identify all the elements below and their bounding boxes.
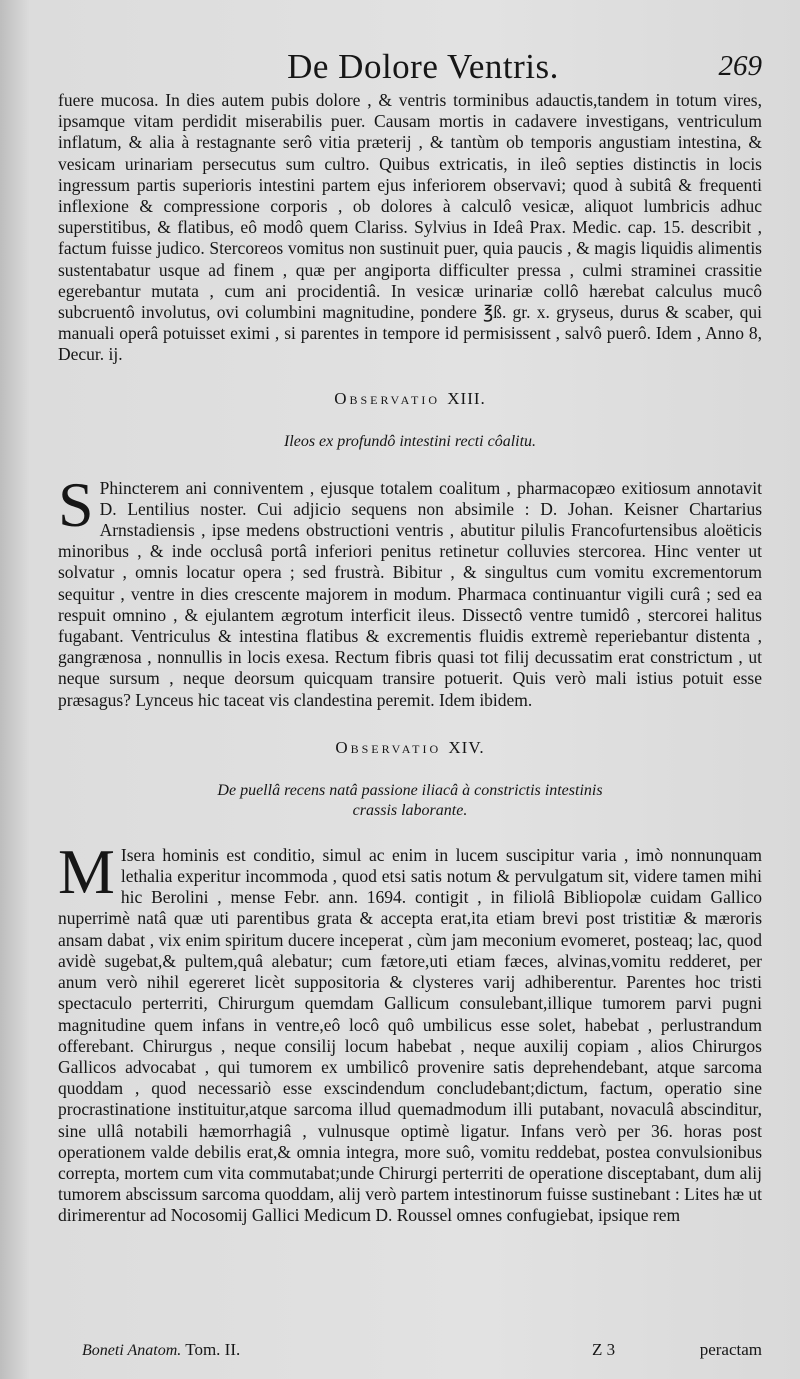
running-title: De Dolore Ventris. — [287, 47, 559, 86]
observation-14-dropcap: M — [58, 835, 115, 907]
observation-14-heading — [58, 737, 762, 759]
observation-13-paragraph — [58, 468, 762, 711]
signature-title: Boneti Anatom. — [82, 1342, 182, 1359]
observation-14-heading-number: XIV. — [448, 737, 485, 757]
observation-13-subtitle: Ileos ex profundô intestini recti côalitu. — [283, 432, 537, 450]
observation-14-heading-word: Observatio — [335, 737, 442, 757]
observation-13-heading-number: XIII. — [447, 388, 486, 408]
observation-13-heading — [58, 388, 762, 410]
page-header — [58, 44, 762, 90]
page-footer — [82, 1340, 762, 1362]
observation-14-body: Isera hominis est conditio, simul ac enim in lucem suscipitur varia , imò nonnunquam lethalia experitur incommoda , quod etsi satis notum & pervulgatum sit, videre tamen mihi hic Berolini , mense Febr. ann. 1694. contigit , in filiolâ Bibliopolæ cuidam Gallico nuperrimè natâ quæ uti parentibus grata & accepta erat,ita etiam brevi post tristitiæ & mæroris ansam dabat , vix enim spiritum ducere inceperat , cùm jam meconium evomeret, posteaq; lac, quod avidè sugebat,& pultem,quâ alebatur; cum fætore,uti etiam fæces, alvinas,vomitu redderet, per anum verò nihil egereret licèt suppositoria & clysteres varij adhiberentur. Parentes hoc tristi spectaculo perterriti, Chirurgum quemdam Gallicum consulebant,illique tumorem parvi pugni magnitudine quem infans in ventre,eô locô quô umbilicus esse solet, habebat , perlustrandum offerebant. Chirurgus , neque consilij locum habebat , neque auxilij copiam , alios Chirurgos Gallicos advocabat , qui tumorem ex umbilicô provenire satis deprehendebant, atque sarcoma quoddam , quod necessariò esse exscindendum concludebant;dictum, factum, operatio sine procrastinatione instituitur,atque sarcoma illud quemadmodum illi putabant, novaculâ abscinditur, sine ullâ notabili hæmorrhagiâ , vulnusque optimè ligatur. Infans verò per 36. horas post operationem valde debilis erat,& omnia integra, more suô, vomitu reddebat, postea convulsionibus correpta, mortem cum vita commutabat;unde Chirurgi perterriti de operatione disceptabant, dum alij tumorem abscissum sarcoma quoddam, alij verò partem intestinorum fuisse sustinebant : Lites hæ ut dirimerentur ad Nocosomij Gallici Medicum D. Roussel omnes confugiebat, ipsique rem — [58, 844, 762, 1226]
observation-14-subtitle-line2: crassis laborante. — [352, 801, 468, 819]
catchword: peractam — [699, 1340, 762, 1359]
continuation-paragraph: fuere mucosa. In dies autem pubis dolore , & ventris torminibus adauctis,tandem in totum vires, ipsamque vitam perdidit miserabilis puer. Causam mortis in cadavere investigans, ventriculum inflatum, & alia à restagnante serô vitia præterij , & tantùm ob temporis angustiam intestina, & vesicam urinariam persecutus sum cultro. Quibus extricatis, in ileô septies distinctis in locis ingressum partis superioris intestini partem ejus inferiorem observavi; quod à subitâ & frequenti inflexione & compressione corporis , ob dolores à calculô vesicæ, aliquot lumbricis adhuc superstitibus, & flatibus, eô modô quem Clariss. Sylvius in Ideâ Prax. Medic. cap. 15. describit , factum fuisse judico. Stercoreos vomitus non sustinuit puer, quia paucis , & magis liquidis alimentis sustentabatur usque ad finem , quæ per angiporta difficulter pressa , culmi straminei crassitie egerebantur mutata , cum ani procidentiâ. In vesicæ urinariæ collô hærebat calculus mucô subcruentô involutus, ovi columbini magnitudine, pondere ℥ß. gr. x. gryseus, durus & scaber, qui manuali operâ potuisset eximi , si parentes in tempore id permisissent , salvô puerô. Idem , Anno 8, Decur. ij. — [58, 90, 762, 365]
observation-13-heading-word: Observatio — [334, 388, 440, 408]
observation-13-dropcap: S — [58, 468, 94, 540]
signature-mark — [82, 1340, 240, 1360]
observation-13-body: Phincterem ani conniventem , ejusque totalem coalitum , pharmacopæo exitiosum annotavit D. Lentilius noster. Cui adjicio sequens non absimile : D. Johan. Keisner Chartarius Arnstadiensis , ipse medens obstructioni ventris , abutitur pilulis Francofurtensibus aloëticis minoribus , & inde occlusâ portâ inferiori penitus retinetur colluvies stercorea. Hinc venter ut solvatur , omnis locatur opera ; sed frustrà. Bibitur , & singultus cum vomitu excrementorum sequitur , ventre in dies crescente majorem in modum. Pharmaca continuantur vigili curâ ; sed ea respuit omnino , & ejulantem ægrotum interficit ileus. Dissectô ventre tumidô , stercorei halitus fugabant. Ventriculus & intestina flatibus & excrementis fluidis extremè reperiebantur distenta , gangrænosa , nonnullis in locis exesa. Rectum fibris quasi tot filij decussatim erat constrictum , ut neque sursum , neque deorsum quicquam transire potuerit. Quis verò mali istius potuit esse præsagus? Lynceus hic taceat vis clandestina peremit. Idem ibidem. — [58, 477, 762, 710]
observation-14-subtitle — [58, 781, 762, 821]
gathering-mark: Z 3 — [592, 1340, 616, 1359]
observation-14-subtitle-line1: De puellâ recens natâ passione iliacâ à constrictis intestinis — [217, 781, 603, 799]
signature-volume: Tom. II. — [185, 1340, 241, 1359]
page-number: 269 — [718, 50, 762, 82]
observation-14-paragraph — [58, 835, 762, 1227]
